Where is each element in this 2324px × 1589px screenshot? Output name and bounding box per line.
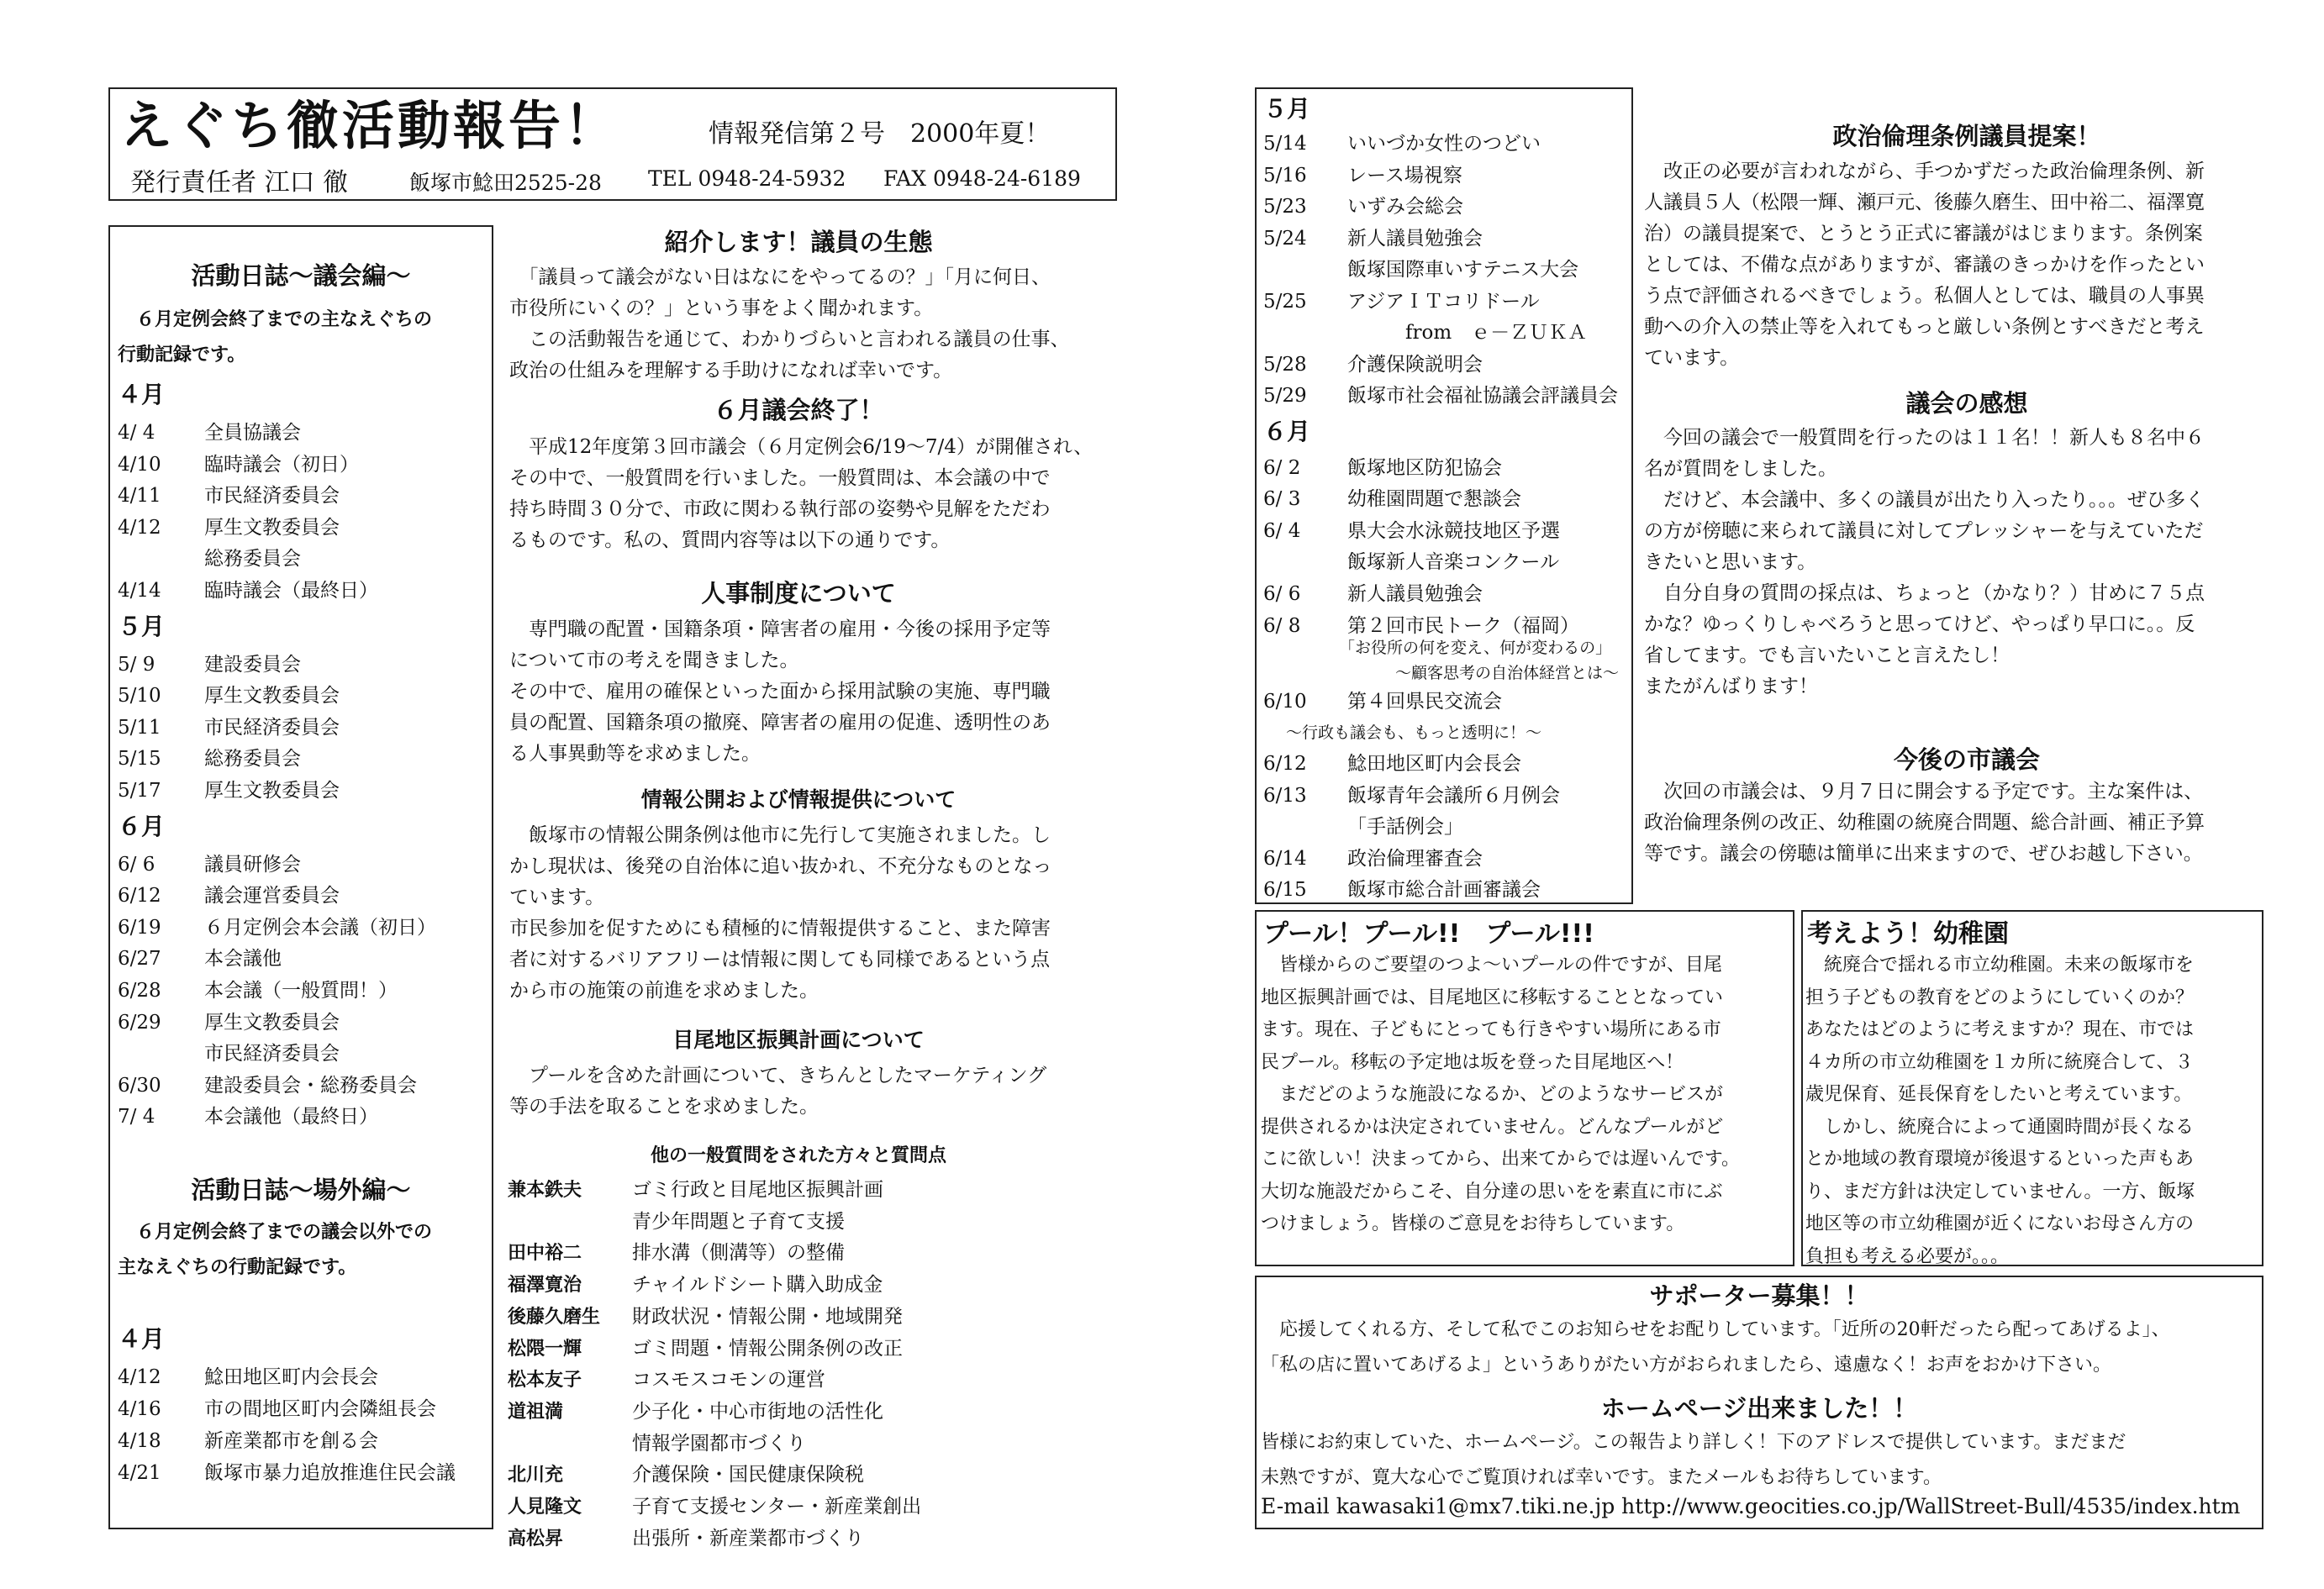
diary-entry <box>118 1038 340 1065</box>
entry-event: 本会議他 <box>204 948 282 971</box>
question-topic: 出張所・新産業都市づくり <box>632 1527 864 1550</box>
entry-date: 5/28 <box>1263 353 1307 376</box>
kinder-body: 統廃合で揺れる市立幼稚園。未来の飯塚市を 担う子どもの教育をどのようにしていくのか？ あなたはどのように考えますか？現在、市では ４カ所の市立幼稚園を１カ所に統廃合して、３ 歳児保育、延長保育をしたいと考えています。 しかし、統廃合によって通園時間が長くなる とか地域の教育環境が後退するといった声もあ り、まだ方針は決定していません。一方、飯塚 地区等の市立幼稚園が近くにないお母さん方の 負担も考える必要が。。。 <box>1805 955 2195 1267</box>
entry-event: レース場視察 <box>1347 164 1462 187</box>
masthead-fax: FAX 0948-24-6189 <box>883 166 1081 191</box>
entry-date: 4/ 4 <box>118 422 155 444</box>
supporter-title: サポーター募集！！ <box>1649 1281 1869 1310</box>
questioner-name: 田中裕二 <box>508 1243 582 1265</box>
diary-entry <box>1263 452 1502 480</box>
diary-outside-month: ４月 <box>118 1325 166 1353</box>
month-label: ５月 <box>118 612 166 640</box>
entry-event: 厚生文教委員会 <box>204 685 340 708</box>
question-topic: 子育て支援センター・新産業創出 <box>632 1496 922 1518</box>
diary-entry <box>118 449 359 476</box>
june-council-body: 平成12年度第３回市議会（６月定例会6/19～7/4）が開催され、 その中で、一般質問を行いました。一般質問は、本会議の中で 持ち時間３０分で、市政に関わる執行部の姿勢や見解をただわ るものです。私の、質問内容等は以下の通りです。 <box>509 436 1093 551</box>
entry-date: 6/ 4 <box>1263 519 1301 542</box>
disclosure-body: 飯塚市の情報公開条例は他市に先行して実施されました。し かし現状は、後発の自治体に追い抜かれ、不充分なものとなっ ています。 市民参加を促すためにも積極的に情報提供すること、また障害 者に対するバリアフリーは情報に関しても同様であるという点 から市の施策の前進を求めました。 <box>509 824 1052 1002</box>
entry-date: 6/29 <box>118 1011 161 1034</box>
diary-entry <box>118 417 301 445</box>
entry-date: 4/12 <box>118 516 161 539</box>
entry-event: 飯塚地区防犯協会 <box>1347 456 1502 479</box>
entry-event: 厚生文教委員会 <box>204 1011 340 1034</box>
diary-entry <box>1263 380 1618 408</box>
diary-entry <box>1263 515 1560 543</box>
diary-entry <box>118 1457 456 1485</box>
entry-date: 4/14 <box>118 580 161 602</box>
question-topic: 少子化・中心市街地の活性化 <box>632 1400 883 1423</box>
diary-outside-intro: ６月定例会終了までの議会以外での 主なえぐちの行動記録です。 <box>118 1222 433 1278</box>
diary-entry <box>1263 843 1483 871</box>
entry-event: 政治倫理審査会 <box>1347 847 1483 870</box>
entry-event: 臨時議会（初日） <box>204 453 359 476</box>
entry-event: 鯰田地区町内会長会 <box>204 1366 378 1388</box>
impressions-body: 今回の議会で一般質問を行ったのは１１名！！新人も８名中６ 名が質問をしました。 だけど、本会議中、多くの議員が出たり入ったり。。。ぜひ多く の方が傍聴に来られて議員に対してプレッシャーを与えていただ きたいと思います。 自分自身の質問の採点は、ちょっと（かなり？）甘めに７５点 かな？ゆっくりしゃべろうと思ってけど、やっぱり早口に。。反 省してます。でも言いたいこと言えたし！ またがんばります！ <box>1644 427 2205 697</box>
entry-event: 県大会水泳競技地区予選 <box>1347 519 1560 542</box>
diary-entry <box>118 512 340 539</box>
diary-entry <box>1263 254 1578 281</box>
entry-date: 4/12 <box>118 1366 161 1388</box>
diary-entry <box>118 649 301 676</box>
entry-event: 第４回県民交流会 <box>1347 691 1502 713</box>
questioner-name: 高松昇 <box>508 1528 564 1550</box>
diary-entry <box>1263 317 1587 345</box>
entry-date: 6/27 <box>118 948 161 971</box>
diary-entry <box>118 1425 378 1453</box>
entry-event: 飯塚国際車いすテニス大会 <box>1347 259 1579 281</box>
entry-event: 飯塚市暴力追放推進住民会議 <box>204 1462 456 1484</box>
ethics-body: 改正の必要が言われながら、手つかずだった政治倫理条例、新 人議員５人（松隈一輝、瀬戸元、後藤久磨生、田中裕二、福澤寛 治）の議員提案で、とうとう正式に審議がはじまります。条例案 としては、不備な点がありますが、審議のきっかけを作ったとい う点で評価されるべきでしょう。私個人としては、職員の人事異 動への介入の禁止等を入れてもっと厳しい条例とすべきだと考え ています。 <box>1644 160 2205 369</box>
questioner-name: 松本友子 <box>508 1370 582 1392</box>
entry-date: 6/30 <box>118 1074 161 1097</box>
entry-date: 6/14 <box>1263 847 1307 870</box>
masthead-title: えぐち徹活動報告！ <box>120 95 620 156</box>
homepage-title: ホームページ出来ました！！ <box>1600 1394 1918 1423</box>
entry-event: 新人議員勉強会 <box>1347 227 1483 250</box>
diary-entry <box>1263 128 1541 155</box>
entry-event: 臨時議会（最終日） <box>204 580 378 602</box>
entry-date: 4/11 <box>118 485 161 508</box>
diary-entry <box>1263 686 1502 713</box>
entry-date: 6/ 6 <box>118 853 155 876</box>
entry-event: 本会議（一般質問！） <box>204 980 398 1002</box>
entry-date: 5/29 <box>1263 385 1307 407</box>
entry-date: 5/24 <box>1263 227 1307 250</box>
diary-council-intro: ６月定例会終了までの主なえぐちの 行動記録です。 <box>118 309 433 366</box>
entry-event: 新産業都市を創る会 <box>204 1430 378 1452</box>
diary-entry <box>1263 349 1483 376</box>
entry-date: 5/23 <box>1263 196 1307 218</box>
entry-date: 4/21 <box>118 1462 161 1484</box>
impressions-title: 議会の感想 <box>1905 389 2028 418</box>
diary-entry <box>1263 546 1559 574</box>
question-topic: 排水溝（側溝等）の整備 <box>632 1242 845 1265</box>
question-topic: チャイルドシート購入助成金 <box>632 1274 883 1297</box>
questioner-name: 北川充 <box>508 1465 564 1486</box>
entry-event: 飯塚青年会議所６月例会 <box>1347 784 1560 807</box>
entry-event: 新人議員勉強会 <box>1347 582 1483 605</box>
intro-title: 紹介します！議員の生態 <box>664 228 933 256</box>
questioner-name: 松隈一輝 <box>508 1338 582 1360</box>
diary-entry <box>118 712 340 739</box>
entry-event: 厚生文教委員会 <box>204 780 340 802</box>
question-topic: ゴミ問題・情報公開条例の改正 <box>632 1337 903 1360</box>
exchange-subtitle: ～行政も議会も、もっと透明に！～ <box>1286 723 1542 742</box>
entry-event: 飯塚新人音楽コンクール <box>1347 551 1560 574</box>
talk-subtitle-2: ～顧客思考の自治体経営とは～ <box>1395 664 1620 682</box>
entry-event: アジアＩＴコリドール <box>1347 290 1540 313</box>
entry-event: 幼稚園問題で懇談会 <box>1347 488 1521 511</box>
diary-entry <box>1263 874 1541 902</box>
entry-date: 5/16 <box>1263 164 1307 187</box>
homepage-body: 皆様にお約束していた、ホームページ。この報告より詳しく！下のアドレスで提供しています。まだまだ 未熟ですが、寛大な心でご覧頂ければ幸いです。またメールもお待ちしています。 <box>1261 1432 2126 1488</box>
diary-entry <box>118 775 340 802</box>
entry-event: いずみ会総会 <box>1347 196 1463 218</box>
diary-entry <box>118 575 378 602</box>
entry-date: 6/ 6 <box>1263 582 1301 605</box>
pool-body: 皆様からのご要望のつよ～いプールの件ですが、目尾 地区振興計画では、目尾地区に移転することとなってい ます。現在、子どもにとっても行きやすい場所にある市 民プール。移転の予定地は坂を登った目尾地区へ！ まだどのような施設になるか、どのようなサービスが 提供されるかは決定されていません。どんなプールがど こに欲しい！決まってから、出来てからでは遅いんです。 大切な施設だからこそ、自分達の思いをを素直に市にぶ つけましょう。皆様のご意見をお待ちしています。 <box>1261 955 1741 1234</box>
entry-event: 飯塚市社会福祉協議会評議員会 <box>1347 385 1618 407</box>
june-council-title: ６月議会終了！ <box>713 396 884 424</box>
mezo-plan-body: プールを含めた計画について、きちんとしたマーケティング 等の手法を取ることを求めました。 <box>509 1065 1047 1118</box>
masthead-tel: TEL 0948-24-5932 <box>648 166 846 191</box>
diary-council-title: 活動日誌～議会編～ <box>191 261 411 290</box>
entry-date: 5/17 <box>118 780 161 802</box>
entry-date: 5/ 9 <box>118 653 155 676</box>
entry-event: 市民経済委員会 <box>204 485 340 508</box>
question-topic: 情報学園都市づくり <box>632 1432 806 1455</box>
entry-date: 6/28 <box>118 980 161 1002</box>
diary-entry <box>1263 780 1560 808</box>
diary-entry <box>118 1007 340 1034</box>
future-council-body: 次回の市議会は、９月７日に開会する予定です。主な案件は、 政治倫理条例の改正、幼稚園の統廃合問題、総合計画、補正予算 等です。議会の傍聴は簡単に出来ますので、ぜひお越し下さい。 <box>1644 781 2205 865</box>
diary-entry <box>1263 578 1483 606</box>
diary-entry <box>118 680 340 708</box>
entry-event: 議会運営委員会 <box>204 885 340 908</box>
pool-title: プール！プール!! プール!!! <box>1263 919 1594 949</box>
questioner-name: 人見隆文 <box>508 1497 582 1518</box>
entry-event: ６月定例会本会議（初日） <box>204 916 436 939</box>
entry-date: 6/12 <box>1263 753 1307 775</box>
entry-event: 市民経済委員会 <box>204 716 340 739</box>
entry-date: 6/10 <box>1263 691 1307 713</box>
entry-event: 介護保険説明会 <box>1347 353 1483 376</box>
entry-date: 6/13 <box>1263 784 1307 807</box>
personnel-body: 専門職の配置・国籍条項・障害者の雇用・今後の採用予定等 について市の考えを聞きました。 その中で、雇用の確保といった面から採用試験の実施、専門職 員の配置、国籍条項の撤廃、障害者の雇用の促進、透明性のあ る人事異動等を求めました。 <box>509 618 1051 765</box>
supporter-body: 応援してくれる方、そして私でこのお知らせをお配りしています。｢近所の20軒だったら配ってあげるよ」、 「私の店に置いてあげるよ」というありがたい方がおられましたら、遠慮なく！お声をおかけ下さい。 <box>1261 1319 2170 1376</box>
diary-entry <box>1263 223 1483 250</box>
personnel-title: 人事制度について <box>701 579 896 608</box>
diary-entry <box>118 1393 436 1421</box>
diary-entry <box>118 543 301 571</box>
talk-subtitle-1: 「お役所の何を変え、何が変わるの」 <box>1339 639 1612 657</box>
entry-date: 5/14 <box>1263 133 1307 155</box>
entry-date: 6/15 <box>1263 879 1307 902</box>
questioner-name: 道祖満 <box>508 1401 564 1423</box>
entry-date: 7/ 4 <box>118 1106 155 1129</box>
entry-event: 市民経済委員会 <box>204 1043 340 1065</box>
entry-date: 5/25 <box>1263 290 1307 313</box>
entry-date: 6/19 <box>118 916 161 939</box>
masthead-issue: 情報発信第２号 2000年夏！ <box>709 119 1051 149</box>
diary-entry <box>118 1070 417 1097</box>
question-topic: ゴミ行政と目尾地区振興計画 <box>632 1179 883 1201</box>
diary-entry <box>1263 160 1462 187</box>
entry-event: 全員協議会 <box>204 422 301 444</box>
entry-event: 飯塚市総合計画審議会 <box>1347 879 1541 902</box>
diary-entry <box>118 880 340 908</box>
entry-date: 4/10 <box>118 453 161 476</box>
entry-event: 「手話例会」 <box>1347 816 1463 839</box>
question-topic: コスモスコモンの運営 <box>632 1369 825 1392</box>
entry-date: 5/10 <box>118 685 161 708</box>
diary-entry <box>118 480 340 508</box>
entry-event: 厚生文教委員会 <box>204 516 340 539</box>
disclosure-title: 情報公開および情報提供について <box>640 787 956 812</box>
entry-event: 総務委員会 <box>204 748 301 771</box>
diary-entry <box>1263 483 1521 511</box>
future-council-title: 今後の市議会 <box>1893 745 2040 774</box>
diary-entry <box>118 849 301 876</box>
questioner-name: 福澤寛治 <box>508 1275 582 1297</box>
diary-entry <box>1263 811 1463 839</box>
intro-body: 「議員って議会がない日はなにをやってるの？」「月に何日、 市役所にいくの？」という事をよく聞かれます。 この活動報告を通じて、わかりづらいと言われる議員の仕事、 政治の仕組みを理解する手助けになれば幸いです。 <box>509 266 1070 381</box>
entry-date: 5/15 <box>118 748 161 771</box>
diary-right-may: ５月 <box>1263 95 1311 123</box>
entry-event: from ｅ－ＺＵＫＡ <box>1347 322 1588 344</box>
diary-entry <box>118 943 282 971</box>
entry-date: 4/16 <box>118 1398 161 1420</box>
contact-line[interactable]: E-mail kawasaki1@mx7.tiki.ne.jp http://www.geocities.co.jp/WallStreet-Bull/4535/index.htm <box>1261 1494 2241 1518</box>
entry-date: 6/12 <box>118 885 161 908</box>
question-topic: 財政状況・情報公開・地域開発 <box>632 1305 903 1328</box>
diary-entry <box>1263 191 1463 218</box>
question-topic: 青少年問題と子育て支援 <box>632 1210 845 1233</box>
entry-event: 議員研修会 <box>204 853 301 876</box>
entry-date: 5/11 <box>118 716 161 739</box>
mezo-plan-title: 目尾地区振興計画について <box>672 1028 925 1052</box>
kinder-title: 考えよう！幼稚園 <box>1807 919 2009 949</box>
entry-date: 4/18 <box>118 1430 161 1452</box>
questions-title: 他の一般質問をされた方々と質問点 <box>650 1145 946 1166</box>
diary-outside-title: 活動日誌～場外編～ <box>191 1176 411 1204</box>
questioner-name: 後藤久磨生 <box>508 1306 601 1328</box>
entry-event: 本会議他（最終日） <box>204 1106 378 1129</box>
diary-entry <box>118 1101 378 1129</box>
month-label: ６月 <box>1263 417 1311 445</box>
month-label: ６月 <box>118 812 166 840</box>
entry-event: いいづか女性のつどい <box>1347 133 1541 155</box>
questioner-name: 兼本鉄夫 <box>508 1180 582 1201</box>
masthead-publisher: 発行責任者 江口 徹 <box>130 168 349 197</box>
entry-date: 6/ 3 <box>1263 488 1301 511</box>
diary-entry <box>1263 286 1540 313</box>
masthead-box <box>108 87 1117 201</box>
entry-event: 第２回市民トーク（福岡） <box>1347 614 1579 637</box>
entry-event: 市の間地区町内会隣組長会 <box>204 1398 436 1420</box>
diary-entry <box>1263 610 1579 638</box>
entry-event: 建設委員会 <box>204 653 301 676</box>
diary-entry <box>118 975 398 1002</box>
ethics-title: 政治倫理条例議員提案！ <box>1832 122 2101 150</box>
diary-entry <box>118 912 436 939</box>
entry-date: 6/ 2 <box>1263 456 1301 479</box>
entry-event: 鯰田地区町内会長会 <box>1347 753 1521 775</box>
masthead-address: 飯塚市鯰田2525-28 <box>409 171 602 195</box>
diary-entry <box>118 743 301 771</box>
diary-entry <box>1263 748 1521 776</box>
month-label: ４月 <box>118 381 166 408</box>
entry-event: 総務委員会 <box>204 548 301 571</box>
diary-entry <box>118 1361 378 1389</box>
question-topic: 介護保険・国民健康保険税 <box>632 1464 864 1486</box>
entry-date: 6/ 8 <box>1263 614 1301 637</box>
entry-event: 建設委員会・総務委員会 <box>204 1074 417 1097</box>
